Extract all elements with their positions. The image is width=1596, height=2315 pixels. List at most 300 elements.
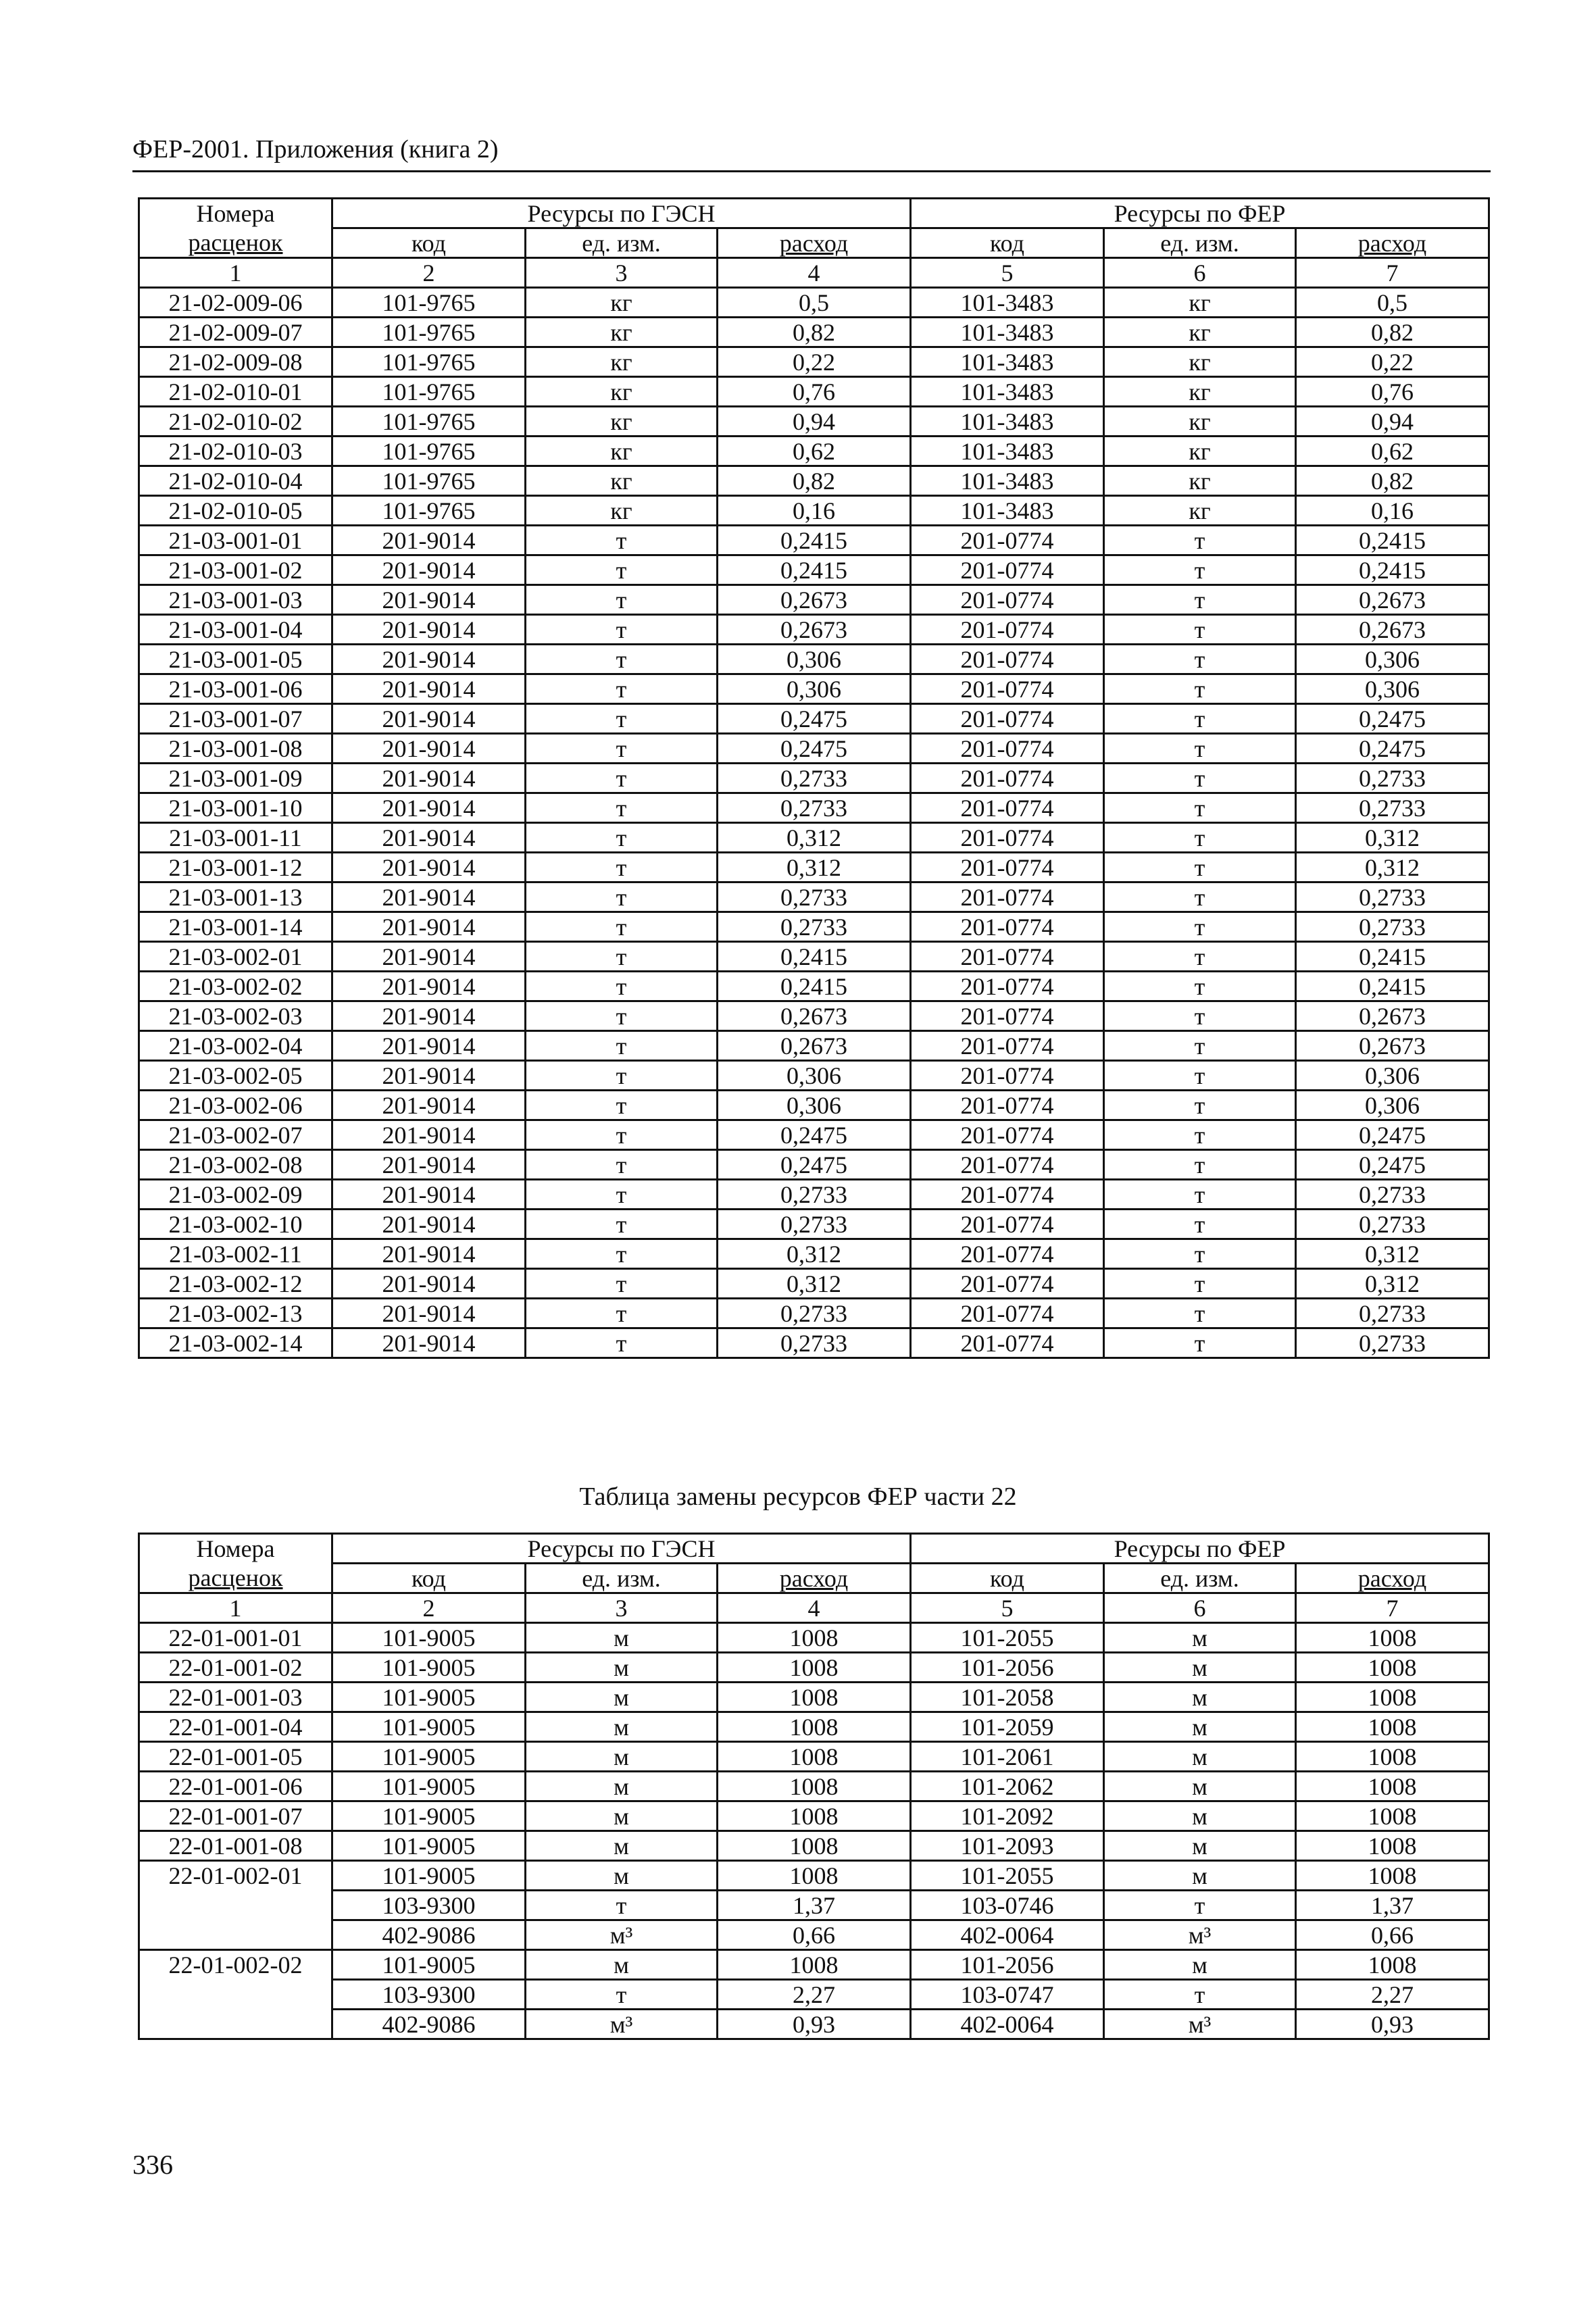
rate-number-cell: 21-03-001-05 [139,645,332,674]
fer-consumption-cell: 0,312 [1296,853,1489,882]
fer-consumption-cell: 0,76 [1296,377,1489,407]
gesn-unit-cell: т [526,853,718,882]
rate-number-cell: 22-01-001-05 [139,1742,332,1772]
gesn-unit-header: ед. изм. [526,228,718,258]
fer-unit-cell: т [1104,1239,1296,1269]
fer-consumption-cell: 0,312 [1296,823,1489,853]
fer-code-cell: 201-0774 [911,912,1104,942]
fer-code-cell: 201-0774 [911,942,1104,972]
gesn-code-cell: 201-9014 [332,1269,526,1299]
gesn-code-cell: 101-9005 [332,1831,526,1861]
gesn-unit-cell: т [526,1001,718,1031]
gesn-unit-cell: м [526,1772,718,1801]
gesn-unit-cell: т [526,674,718,704]
gesn-code-cell: 201-9014 [332,882,526,912]
fer-code-cell: 101-3483 [911,377,1104,407]
fer-unit-cell: т [1104,704,1296,734]
fer-unit-cell: м [1104,1712,1296,1742]
rate-number-cell: 22-01-001-02 [139,1653,332,1683]
fer-consumption-cell: 0,93 [1296,2010,1489,2039]
fer-unit-cell: т [1104,555,1296,585]
table-row [139,734,1489,764]
fer-unit-cell: кг [1104,377,1296,407]
rate-number-cell: 21-03-001-10 [139,793,332,823]
fer-code-cell: 101-3483 [911,347,1104,377]
gesn-code-cell: 101-9765 [332,496,526,526]
fer-consumption-cell: 0,2475 [1296,1120,1489,1150]
rate-number-cell: 21-03-002-14 [139,1328,332,1358]
gesn-unit-cell: т [526,645,718,674]
table-row [139,764,1489,793]
fer-consumption-cell: 0,82 [1296,318,1489,347]
gesn-code-cell: 201-9014 [332,972,526,1001]
fer-consumption-cell: 1008 [1296,1950,1489,1980]
gesn-code-cell: 201-9014 [332,1120,526,1150]
rates-header-line2: расценок [139,1564,332,1593]
fer-unit-cell: т [1104,1001,1296,1031]
gesn-code-cell: 101-9005 [332,1742,526,1772]
fer-unit-cell: т [1104,1980,1296,2010]
fer-unit-cell: т [1104,1210,1296,1239]
rate-number-cell: 22-01-001-01 [139,1623,332,1653]
gesn-unit-cell: кг [526,496,718,526]
table-row [139,674,1489,704]
gesn-code-cell: 201-9014 [332,734,526,764]
fer-code-cell: 201-0774 [911,1180,1104,1210]
gesn-consumption-cell: 0,22 [718,347,911,377]
gesn-code-cell: 201-9014 [332,912,526,942]
gesn-unit-cell: м [526,1623,718,1653]
gesn-unit-cell: м³ [526,2010,718,2039]
fer-unit-cell: т [1104,585,1296,615]
table-row [139,526,1489,555]
gesn-unit-cell: м [526,1861,718,1891]
table-row [139,1210,1489,1239]
gesn-consumption-cell: 0,82 [718,318,911,347]
gesn-code-header: код [332,228,526,258]
fer-code-header: код [911,1564,1104,1593]
rate-number-cell: 22-01-001-06 [139,1772,332,1801]
fer-unit-cell: т [1104,912,1296,942]
fer-unit-cell: м [1104,1861,1296,1891]
column-number: 3 [526,258,718,288]
gesn-consumption-cell: 0,2673 [718,615,911,645]
fer-consumption-cell: 0,306 [1296,1061,1489,1091]
fer-unit-cell: кг [1104,407,1296,437]
gesn-code-cell: 101-9765 [332,288,526,318]
gesn-code-cell: 201-9014 [332,1061,526,1091]
column-number: 1 [139,258,332,288]
table-row [139,555,1489,585]
fer-code-cell: 103-0746 [911,1891,1104,1920]
gesn-consumption-cell: 0,2475 [718,734,911,764]
gesn-unit-cell: кг [526,437,718,466]
fer-code-cell: 201-0774 [911,823,1104,853]
fer-unit-cell: т [1104,972,1296,1001]
table-row [139,585,1489,615]
fer-consumption-cell: 0,2733 [1296,764,1489,793]
table-row [139,1861,1489,1891]
rate-number-cell: 21-03-001-14 [139,912,332,942]
gesn-code-cell: 402-9086 [332,1920,526,1950]
fer-code-cell: 101-2061 [911,1742,1104,1772]
gesn-consumption-cell: 0,94 [718,407,911,437]
rate-number-cell: 21-03-002-06 [139,1091,332,1120]
gesn-code-cell: 201-9014 [332,853,526,882]
gesn-consumption-cell: 1008 [718,1831,911,1861]
table-row [139,1891,1489,1920]
table-body [139,288,1489,1358]
fer-unit-cell: кг [1104,496,1296,526]
gesn-consumption-cell: 0,2673 [718,585,911,615]
gesn-consumption-cell: 0,306 [718,645,911,674]
rate-number-cell [139,1980,332,2010]
fer-consumption-cell: 0,2733 [1296,1210,1489,1239]
fer-code-cell: 201-0774 [911,585,1104,615]
gesn-consumption-cell: 0,76 [718,377,911,407]
fer-consumption-cell: 1008 [1296,1623,1489,1653]
fer-consumption-cell: 1008 [1296,1653,1489,1683]
gesn-consumption-cell: 2,27 [718,1980,911,2010]
fer-consumption-cell: 0,2475 [1296,1150,1489,1180]
fer-consumption-cell: 0,2475 [1296,704,1489,734]
fer-consumption-cell: 0,2415 [1296,526,1489,555]
gesn-code-cell: 201-9014 [332,1150,526,1180]
column-number: 2 [332,1593,526,1623]
fer-consumption-cell: 0,2733 [1296,1299,1489,1328]
table-row [139,1801,1489,1831]
fer-unit-cell: м³ [1104,1920,1296,1950]
gesn-consumption-cell: 0,2733 [718,1328,911,1358]
gesn-unit-cell: кг [526,466,718,496]
gesn-code-cell: 201-9014 [332,1001,526,1031]
fer-consumption-cell: 1008 [1296,1683,1489,1712]
fer-consumption-cell: 0,16 [1296,496,1489,526]
column-number: 5 [911,258,1104,288]
fer-code-cell: 201-0774 [911,555,1104,585]
rate-number-cell: 21-03-002-02 [139,972,332,1001]
fer-code-cell: 201-0774 [911,972,1104,1001]
gesn-consumption-cell: 0,306 [718,1061,911,1091]
gesn-consumption-cell: 1008 [718,1653,911,1683]
table-caption: Таблица замены ресурсов ФЕР части 22 [579,1483,1017,1511]
rates-header: Номера [139,199,332,228]
gesn-code-cell: 201-9014 [332,674,526,704]
gesn-unit-cell: т [526,555,718,585]
gesn-consumption-cell: 0,5 [718,288,911,318]
rate-number-cell: 21-03-002-03 [139,1001,332,1031]
rate-number-cell: 21-03-001-04 [139,615,332,645]
fer-consumption-cell: 0,2733 [1296,1180,1489,1210]
rate-number-cell: 21-03-002-10 [139,1210,332,1239]
gesn-consumption-cell: 1,37 [718,1891,911,1920]
gesn-consumption-cell: 1008 [718,1683,911,1712]
fer-code-cell: 201-0774 [911,1031,1104,1061]
gesn-code-cell: 201-9014 [332,764,526,793]
fer-code-cell: 201-0774 [911,1150,1104,1180]
rate-number-cell: 21-02-009-08 [139,347,332,377]
gesn-unit-cell: м [526,1831,718,1861]
rate-number-cell: 21-03-001-03 [139,585,332,615]
fer-code-cell: 101-2056 [911,1950,1104,1980]
gesn-consumption-cell: 0,2475 [718,1120,911,1150]
gesn-consumption-cell: 0,312 [718,1239,911,1269]
gesn-group-header: Ресурсы по ГЭСН [332,199,911,228]
rate-number-cell [139,1891,332,1920]
fer-code-cell: 101-2055 [911,1623,1104,1653]
gesn-code-cell: 101-9765 [332,437,526,466]
table-row [139,1180,1489,1210]
rate-number-cell: 21-02-010-05 [139,496,332,526]
table-row [139,1269,1489,1299]
rate-number-cell: 21-03-001-08 [139,734,332,764]
fer-code-cell: 101-3483 [911,318,1104,347]
rate-number-cell: 21-03-001-01 [139,526,332,555]
table-row [139,1653,1489,1683]
page-number: 336 [132,2149,173,2180]
gesn-consumption-cell: 0,306 [718,674,911,704]
fer-code-cell: 101-2056 [911,1653,1104,1683]
gesn-unit-cell: т [526,1180,718,1210]
column-number: 6 [1104,1593,1296,1623]
fer-unit-cell: т [1104,1328,1296,1358]
gesn-group-header: Ресурсы по ГЭСН [332,1534,911,1564]
rate-number-cell: 21-03-002-11 [139,1239,332,1269]
gesn-code-cell: 101-9765 [332,377,526,407]
gesn-unit-cell: т [526,972,718,1001]
fer-unit-cell: кг [1104,466,1296,496]
column-number: 5 [911,1593,1104,1623]
gesn-code-cell: 201-9014 [332,555,526,585]
gesn-code-cell: 201-9014 [332,645,526,674]
fer-code-cell: 103-0747 [911,1980,1104,2010]
fer-consumption-cell: 0,2733 [1296,882,1489,912]
rate-number-cell: 21-02-010-03 [139,437,332,466]
fer-unit-cell: т [1104,942,1296,972]
gesn-code-cell: 402-9086 [332,2010,526,2039]
gesn-consumption-cell: 0,312 [718,853,911,882]
fer-group-header: Ресурсы по ФЕР [911,199,1489,228]
gesn-code-cell: 101-9005 [332,1772,526,1801]
fer-unit-cell: м [1104,1950,1296,1980]
gesn-code-cell: 201-9014 [332,1180,526,1210]
table-row [139,288,1489,318]
gesn-consumption-cell: 0,2673 [718,1031,911,1061]
fer-unit-cell: т [1104,615,1296,645]
fer-unit-cell: кг [1104,318,1296,347]
fer-unit-cell: м [1104,1683,1296,1712]
column-number: 4 [718,258,911,288]
fer-code-cell: 101-3483 [911,437,1104,466]
fer-unit-cell: т [1104,674,1296,704]
fer-code-cell: 201-0774 [911,1091,1104,1120]
gesn-consumption-cell: 1008 [718,1623,911,1653]
rate-number-cell: 22-01-002-01 [139,1861,332,1891]
fer-unit-cell: кг [1104,347,1296,377]
fer-code-cell: 101-2093 [911,1831,1104,1861]
fer-unit-cell: т [1104,1180,1296,1210]
gesn-unit-cell: т [526,882,718,912]
gesn-unit-cell: кг [526,377,718,407]
column-number: 7 [1296,1593,1489,1623]
fer-code-cell: 201-0774 [911,853,1104,882]
gesn-code-cell: 201-9014 [332,1210,526,1239]
resource-table-part-22 [138,1533,1490,2040]
gesn-code-cell: 101-9765 [332,407,526,437]
fer-consumption-cell: 0,306 [1296,674,1489,704]
table-row [139,1120,1489,1150]
rate-number-cell: 21-03-002-08 [139,1150,332,1180]
fer-consumption-cell: 0,2415 [1296,972,1489,1001]
fer-code-cell: 201-0774 [911,764,1104,793]
table-row [139,1328,1489,1358]
fer-unit-cell: т [1104,526,1296,555]
fer-code-cell: 201-0774 [911,1120,1104,1150]
gesn-consumption-cell: 1008 [718,1772,911,1801]
fer-consumption-cell: 0,62 [1296,437,1489,466]
gesn-unit-cell: м [526,1801,718,1831]
gesn-consumption-cell: 0,62 [718,437,911,466]
gesn-unit-cell: т [526,1269,718,1299]
fer-unit-cell: м [1104,1623,1296,1653]
gesn-code-header: код [332,1564,526,1593]
rate-number-cell: 22-01-002-02 [139,1950,332,1980]
gesn-unit-cell: т [526,912,718,942]
gesn-consumption-cell: 0,2475 [718,704,911,734]
fer-unit-cell: т [1104,1299,1296,1328]
fer-code-cell: 201-0774 [911,793,1104,823]
gesn-unit-cell: кг [526,288,718,318]
gesn-unit-cell: т [526,793,718,823]
fer-code-cell: 201-0774 [911,615,1104,645]
table-row [139,318,1489,347]
fer-unit-cell: т [1104,793,1296,823]
fer-consumption-cell: 1008 [1296,1801,1489,1831]
fer-code-cell: 101-2058 [911,1683,1104,1712]
gesn-unit-cell: кг [526,407,718,437]
rate-number-cell: 21-03-001-12 [139,853,332,882]
gesn-consumption-cell: 0,2415 [718,555,911,585]
fer-code-cell: 201-0774 [911,734,1104,764]
gesn-consumption-cell: 0,2733 [718,1210,911,1239]
fer-consumption-cell: 0,2673 [1296,1031,1489,1061]
table-row [139,1980,1489,2010]
gesn-consumption-cell: 1008 [718,1801,911,1831]
fer-consumption-cell: 0,306 [1296,645,1489,674]
fer-code-cell: 201-0774 [911,674,1104,704]
fer-consumption-cell: 0,2415 [1296,555,1489,585]
resource-table-part-21 [138,197,1490,1359]
gesn-consumption-cell: 0,2733 [718,764,911,793]
fer-consumption-cell: 0,2415 [1296,942,1489,972]
fer-consumption-cell: 0,2673 [1296,615,1489,645]
gesn-code-cell: 101-9005 [332,1950,526,1980]
column-number: 7 [1296,258,1489,288]
gesn-unit-cell: т [526,1061,718,1091]
gesn-unit-cell: т [526,1150,718,1180]
table-row [139,1091,1489,1120]
fer-code-cell: 101-2055 [911,1861,1104,1891]
gesn-consumption-cell: 0,2673 [718,1001,911,1031]
gesn-code-cell: 101-9005 [332,1861,526,1891]
table-row [139,853,1489,882]
gesn-consumption-cell: 0,312 [718,823,911,853]
table-row [139,704,1489,734]
table-row [139,1920,1489,1950]
rate-number-cell: 21-02-010-02 [139,407,332,437]
gesn-unit-cell: кг [526,347,718,377]
fer-consumption-cell: 0,312 [1296,1239,1489,1269]
rate-number-cell: 22-01-001-03 [139,1683,332,1712]
fer-code-cell: 201-0774 [911,1269,1104,1299]
fer-unit-cell: т [1104,1120,1296,1150]
gesn-unit-cell: м [526,1950,718,1980]
rate-number-cell: 21-03-001-02 [139,555,332,585]
table-row [139,1950,1489,1980]
gesn-unit-cell: т [526,1328,718,1358]
fer-code-cell: 201-0774 [911,704,1104,734]
fer-consumption-cell: 1008 [1296,1742,1489,1772]
rate-number-cell: 22-01-001-08 [139,1831,332,1861]
gesn-code-cell: 101-9005 [332,1623,526,1653]
gesn-unit-cell: м³ [526,1920,718,1950]
table-row [139,1742,1489,1772]
fer-code-cell: 201-0774 [911,1328,1104,1358]
table-row [139,942,1489,972]
fer-consumption-cell: 0,66 [1296,1920,1489,1950]
table-row [139,1683,1489,1712]
column-number: 6 [1104,258,1296,288]
rate-number-cell: 21-02-009-06 [139,288,332,318]
fer-code-cell: 201-0774 [911,1001,1104,1031]
gesn-code-cell: 101-9005 [332,1683,526,1712]
rates-header-line2: расценок [139,228,332,258]
gesn-unit-cell: т [526,1299,718,1328]
table-row [139,615,1489,645]
fer-unit-cell: т [1104,734,1296,764]
gesn-unit-cell: т [526,526,718,555]
table-row [139,1239,1489,1269]
fer-code-cell: 101-2062 [911,1772,1104,1801]
fer-unit-cell: т [1104,823,1296,853]
gesn-consumption-cell: 0,2415 [718,972,911,1001]
gesn-code-cell: 101-9765 [332,347,526,377]
table-row [139,347,1489,377]
gesn-consumption-cell: 0,306 [718,1091,911,1120]
gesn-unit-cell: т [526,1891,718,1920]
gesn-consumption-cell: 0,2733 [718,912,911,942]
gesn-code-cell: 101-9765 [332,318,526,347]
fer-unit-cell: м [1104,1742,1296,1772]
fer-consumption-cell: 1008 [1296,1772,1489,1801]
fer-code-cell: 201-0774 [911,1299,1104,1328]
fer-consumption-cell: 0,94 [1296,407,1489,437]
fer-unit-cell: кг [1104,437,1296,466]
fer-code-cell: 402-0064 [911,1920,1104,1950]
table-row [139,2010,1489,2039]
fer-code-cell: 101-3483 [911,407,1104,437]
fer-code-header: код [911,228,1104,258]
table-row [139,1623,1489,1653]
fer-unit-cell: т [1104,1891,1296,1920]
gesn-consumption-cell: 0,82 [718,466,911,496]
fer-unit-cell: кг [1104,288,1296,318]
header-rule [132,170,1491,172]
gesn-consumption-header: расход [718,1564,911,1593]
gesn-consumption-cell: 1008 [718,1861,911,1891]
fer-code-cell: 402-0064 [911,2010,1104,2039]
gesn-consumption-cell: 0,2733 [718,1299,911,1328]
